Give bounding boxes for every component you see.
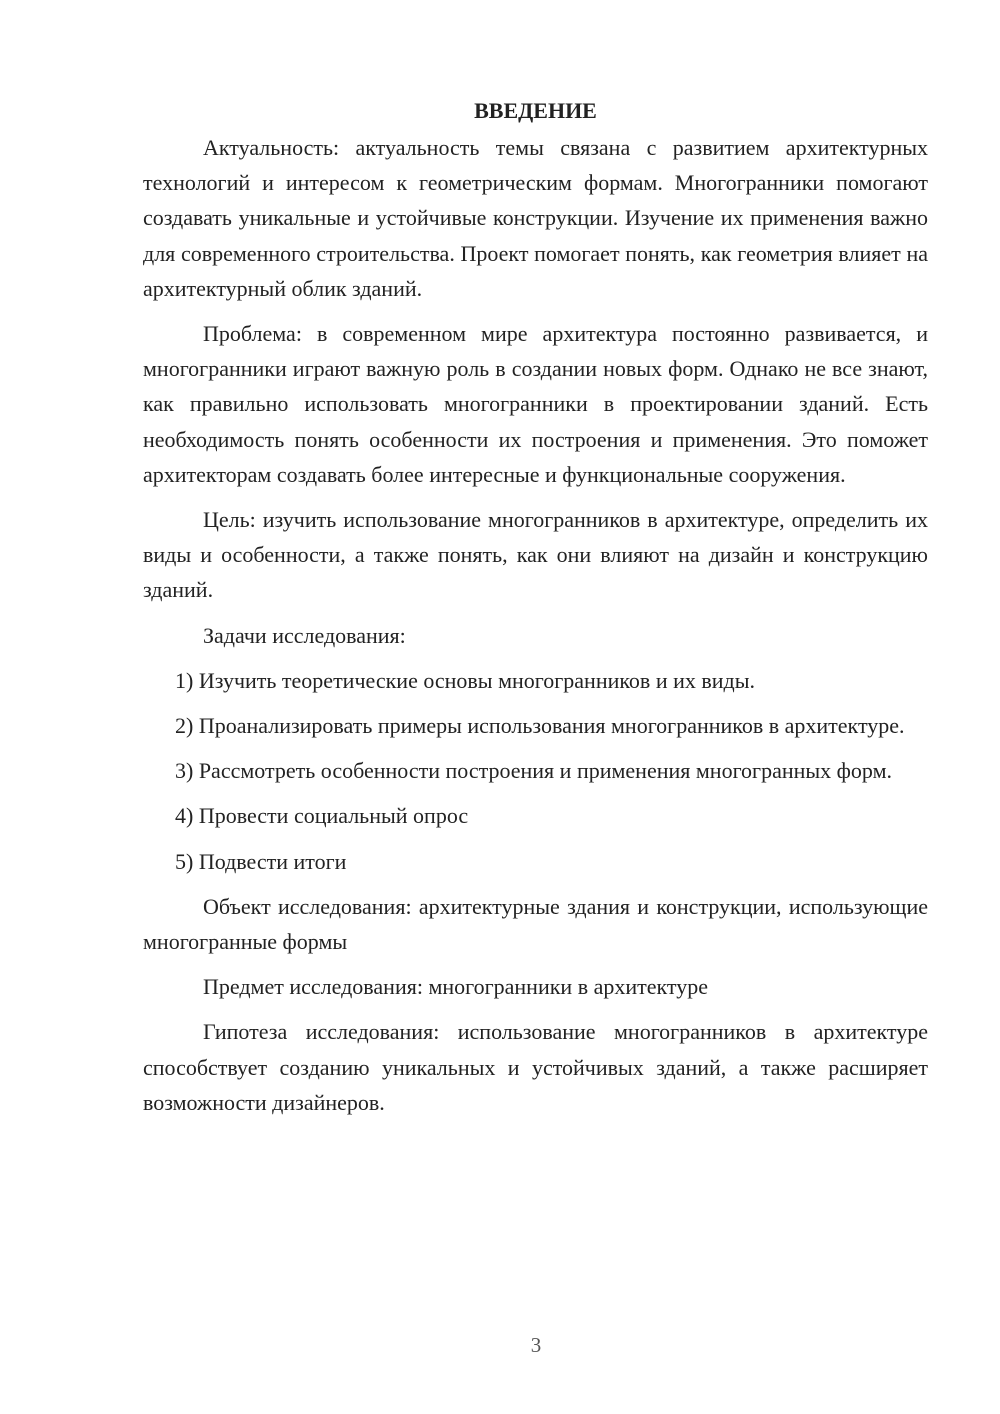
goal-paragraph: Цель: изучить использование многогранников в архитектуре, определить их виды и особенности, а также понять, как они влияют на дизайн и конструкцию зданий. [143,507,928,603]
object-paragraph: Объект исследования: архитектурные здания и конструкции, использующие многогранные формы [143,893,928,955]
tasks-heading: Задачи исследования: [203,622,406,648]
subject-paragraph: Предмет исследования: многогранники в архитектуре [203,974,708,1000]
hypothesis-paragraph: Гипотеза исследования: использование многогранников в архитектуре способствует созданию уникальных и устойчивых зданий, а также расширяет возможности дизайнеров. [143,1019,928,1115]
task-item-3: 3) Рассмотреть особенности построения и применения многогранных форм. [175,758,893,784]
section-title: ВВЕДЕНИЕ [474,98,597,123]
task-item-1: 1) Изучить теоретические основы многогранников и их виды. [175,667,756,693]
problem-paragraph: Проблема: в современном мире архитектура постоянно развивается, и многогранники играют важную роль в создании новых форм. Однако не все знают, как правильно использовать многогранники в проектировании зданий. Есть необходимость понять особенности их построения и применения. Это поможет архитекторам создавать более интересные и функциональные сооружения. [143,321,928,487]
task-item-2: 2) Проанализировать примеры использования многогранников в архитектуре. [175,713,905,739]
document-page [143,93,928,1130]
task-item-5: 5) Подвести итоги [175,848,347,874]
relevance-paragraph: Актуальность: актуальность темы связана с развитием архитектурных технологий и интересом к геометрическим формам. Многогранники помогают создавать уникальные и устойчивые конструкции. Изучение их применения важно для современного строительства. Проект помогает понять, как геометрия влияет на архитектурный облик зданий. [143,135,928,301]
task-item-4: 4) Провести социальный опрос [175,803,469,829]
page-number: 3 [530,1333,542,1357]
